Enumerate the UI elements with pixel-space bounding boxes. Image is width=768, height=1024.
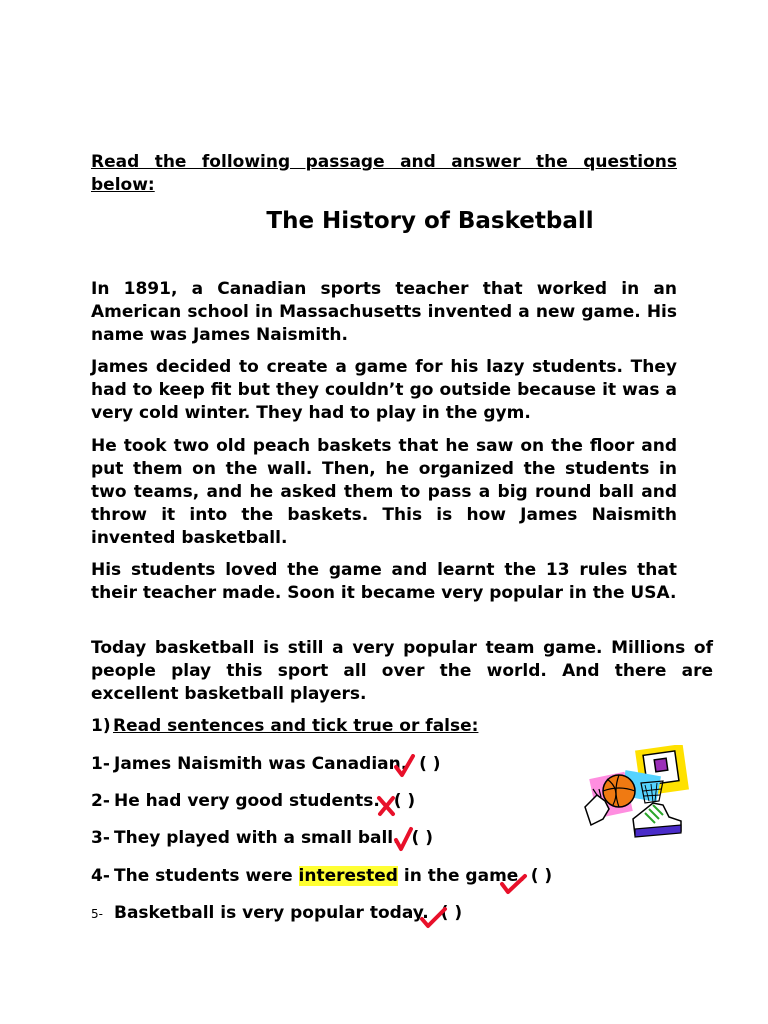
question-text: James Naismith was Canadian.: [114, 754, 408, 774]
cross-mark-icon: [375, 795, 397, 817]
question-2: [91, 790, 415, 813]
paragraph-1: In 1891, a Canadian sports teacher that worked in an American school in Massachusetts invented a new game. His name was James Naismith.: [91, 279, 677, 345]
page-title: The History of Basketball: [266, 208, 594, 234]
tick-mark-icon: [393, 826, 415, 852]
answer-blank[interactable]: ( ): [440, 903, 463, 923]
question-1: [91, 753, 441, 776]
paragraph-5: Today basketball is still a very popular team game. Millions of people play this sport all over the world. And there are excellent basketball players.: [91, 638, 713, 704]
question-number: 3-: [91, 828, 110, 848]
basketball-clipart-icon: [583, 745, 693, 845]
question-text: He had very good students.: [114, 791, 380, 811]
answer-blank[interactable]: ( ): [419, 754, 441, 774]
question-3: [91, 827, 433, 850]
instruction-heading: Read the following passage and answer the questions below:: [91, 152, 677, 195]
tick-mark-icon: [499, 870, 529, 896]
task-heading: [91, 715, 478, 738]
question-text-after: in the game.: [403, 866, 525, 886]
task-number: 1): [91, 716, 111, 736]
paragraph-3: He took two old peach baskets that he saw on the floor and put them on the wall. Then, he organized the students in two teams, and he asked them to pass a big round ball and throw it into the baskets. This is how James Naismith invented basketball.: [91, 436, 677, 548]
question-5: [91, 902, 462, 926]
answer-blank[interactable]: ( ): [530, 866, 553, 886]
question-number: 5-: [91, 907, 103, 921]
question-number: 4-: [91, 866, 110, 886]
question-4: [91, 865, 552, 888]
answer-blank[interactable]: ( ): [411, 828, 433, 848]
question-text: Basketball is very popular today.: [114, 903, 429, 923]
question-text-before: The students were: [114, 866, 293, 886]
tick-mark-icon: [393, 754, 417, 778]
highlighted-word: interested: [298, 866, 398, 886]
tick-mark-icon: [419, 904, 449, 930]
question-number: 1-: [91, 754, 110, 774]
paragraph-2: James decided to create a game for his lazy students. They had to keep fit but they couldn’t go outside because it was a very cold winter. They had to play in the gym.: [91, 357, 677, 423]
paragraph-4: His students loved the game and learnt the 13 rules that their teacher made. Soon it became very popular in the USA.: [91, 560, 677, 603]
question-number: 2-: [91, 791, 110, 811]
task-label: Read sentences and tick true or false:: [113, 716, 479, 736]
answer-blank[interactable]: ( ): [393, 791, 416, 811]
question-text: They played with a small ball.: [114, 828, 400, 848]
